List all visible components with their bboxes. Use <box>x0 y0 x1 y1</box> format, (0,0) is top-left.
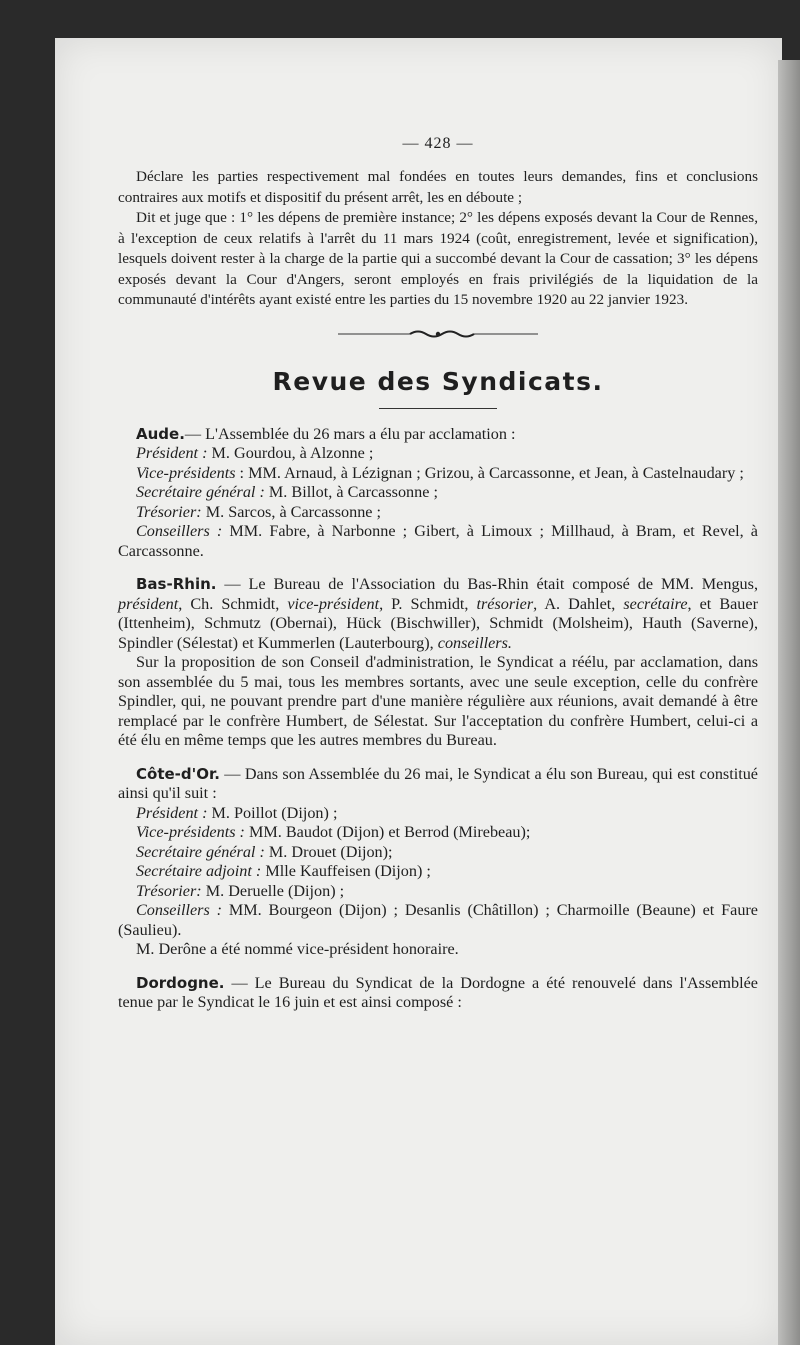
role-label: Trésorier: <box>136 881 202 900</box>
section-title: Revue des Syndicats. <box>272 366 604 396</box>
ornamental-divider <box>338 327 538 341</box>
department-name: Aude. <box>136 424 185 443</box>
bas-rhin-text: , P. Schmidt, <box>379 594 477 613</box>
role-holder: M. Poillot (Dijon) ; <box>207 803 338 822</box>
role-holder: : MM. Arnaud, à Lézignan ; Grizou, à Carcassonne, et Jean, à Castelnaudary ; <box>235 463 744 482</box>
department-name: Côte-d'Or. <box>136 764 220 783</box>
role-holder: M. Billot, à Carcassonne ; <box>264 483 438 501</box>
role-holder: M. Drouet (Dijon); <box>264 842 393 861</box>
role-label: Secrétaire adjoint : <box>136 862 262 880</box>
role-label: Conseillers : <box>136 901 222 919</box>
decision-paragraph: Dit et juge que : 1° les dépens de première instance; 2° les dépens exposés devant la Cour de Rennes, à l'exception de ceux relatifs à l'arrêt du 11 mars 1924 (coût, enregistrement, levée et signification), lesquels doivent rester à la charge de la partie qui a succombé devant la Cour de cassation; 3° les dépens exposés devant la Cour d'Angers, seront employés en frais privilégiés de la liquidation de la communauté d'intérêts ayant existé entre les parties du 15 novembre 1920 au 22 janvier 1923. <box>118 209 758 308</box>
judgment-decision <box>118 167 758 311</box>
department-name: Bas-Rhin. <box>136 575 217 593</box>
bas-rhin-paragraph: Sur la proposition de son Conseil d'administration, le Syndicat a réélu, par acclamation, dans son assemblée du 5 mai, tous les membres sortants, avec une seule exception, celle du confrère Spindler, qui, ne pouvant prendre part d'une manière régulière aux réunions, avait demandé à être remplacé par le confrère Humbert, de Sélestat. Sur l'acceptation du confrère Humbert, celui-ci a été élu en même temps que les autres membres du Bureau. <box>118 653 758 749</box>
role-label: Vice-présidents : <box>136 823 245 841</box>
role-label: Secrétaire général : <box>136 483 265 501</box>
syndicat-cote-dor <box>118 765 758 960</box>
role-label: Conseillers : <box>136 522 223 540</box>
bas-rhin-text: , Ch. Schmidt, <box>178 594 288 613</box>
role-label: Vice-présidents <box>136 463 236 482</box>
role-holder: M. Sarcos, à Carcassonne ; <box>201 502 382 521</box>
decision-paragraph: Déclare les parties respectivement mal fondées en toutes leurs demandes, fins et conclusions contraires aux motifs et dispositif du présent arrêt, les en déboute ; <box>118 168 758 206</box>
honorary-note: M. Derône a été nommé vice-président honoraire. <box>136 940 459 958</box>
page-content <box>118 135 758 1027</box>
page-number: — 428 — <box>402 135 474 152</box>
role-label: conseillers. <box>437 633 512 652</box>
role-label: Trésorier: <box>136 502 202 521</box>
role-label: Président : <box>136 444 208 462</box>
title-underline <box>379 408 497 409</box>
bas-rhin-text: , et Bauer (Ittenheim), Schmutz (Obernai), Hück (Bischwiller), Schmidt (Molsheim), Hauth (Saverne), Spindler (Sélestat) et Kummerlen (Lauterbourg), <box>118 594 758 652</box>
role-holder: Mlle Kauffeisen (Dijon) ; <box>261 862 431 880</box>
role-label: secrétaire <box>623 594 688 613</box>
role-holder: M. Gourdou, à Alzonne ; <box>207 444 374 462</box>
syndicat-aude <box>118 425 758 562</box>
role-holder: M. Deruelle (Dijon) ; <box>201 881 345 900</box>
cote-dor-intro: — Dans son Assemblée du 26 mai, le Syndicat a élu son Bureau, qui est constitué ainsi qu'il suit : <box>118 764 758 802</box>
role-label: trésorier <box>476 594 534 613</box>
role-label: Secrétaire général : <box>136 842 265 861</box>
role-holder: MM. Fabre, à Narbonne ; Gibert, à Limoux ; Millhaud, à Bram, et Revel, à Carcassonne. <box>118 522 758 560</box>
role-label: vice-président <box>287 594 380 613</box>
department-name: Dordogne. <box>136 973 225 992</box>
bas-rhin-text: — Le Bureau de l'Association du Bas-Rhin était composé de MM. Mengus, <box>216 575 758 593</box>
role-holder: MM. Baudot (Dijon) et Berrod (Mirebeau); <box>244 823 531 841</box>
role-label: président <box>118 594 179 613</box>
syndicat-bas-rhin <box>118 575 758 751</box>
dordogne-text: — Le Bureau du Syndicat de la Dordogne a été renouvelé dans l'Assemblée tenue par le Syndicat le 16 juin et est ainsi composé : <box>118 973 758 1011</box>
role-label: Président : <box>136 803 208 822</box>
next-page-edge <box>778 60 800 1345</box>
aude-intro: — L'Assemblée du 26 mars a élu par acclamation : <box>184 424 516 443</box>
bas-rhin-text: , A. Dahlet, <box>533 594 624 613</box>
role-holder: MM. Bourgeon (Dijon) ; Desanlis (Châtillon) ; Charmoille (Beaune) et Faure (Saulieu). <box>118 901 758 939</box>
syndicat-dordogne <box>118 974 758 1013</box>
